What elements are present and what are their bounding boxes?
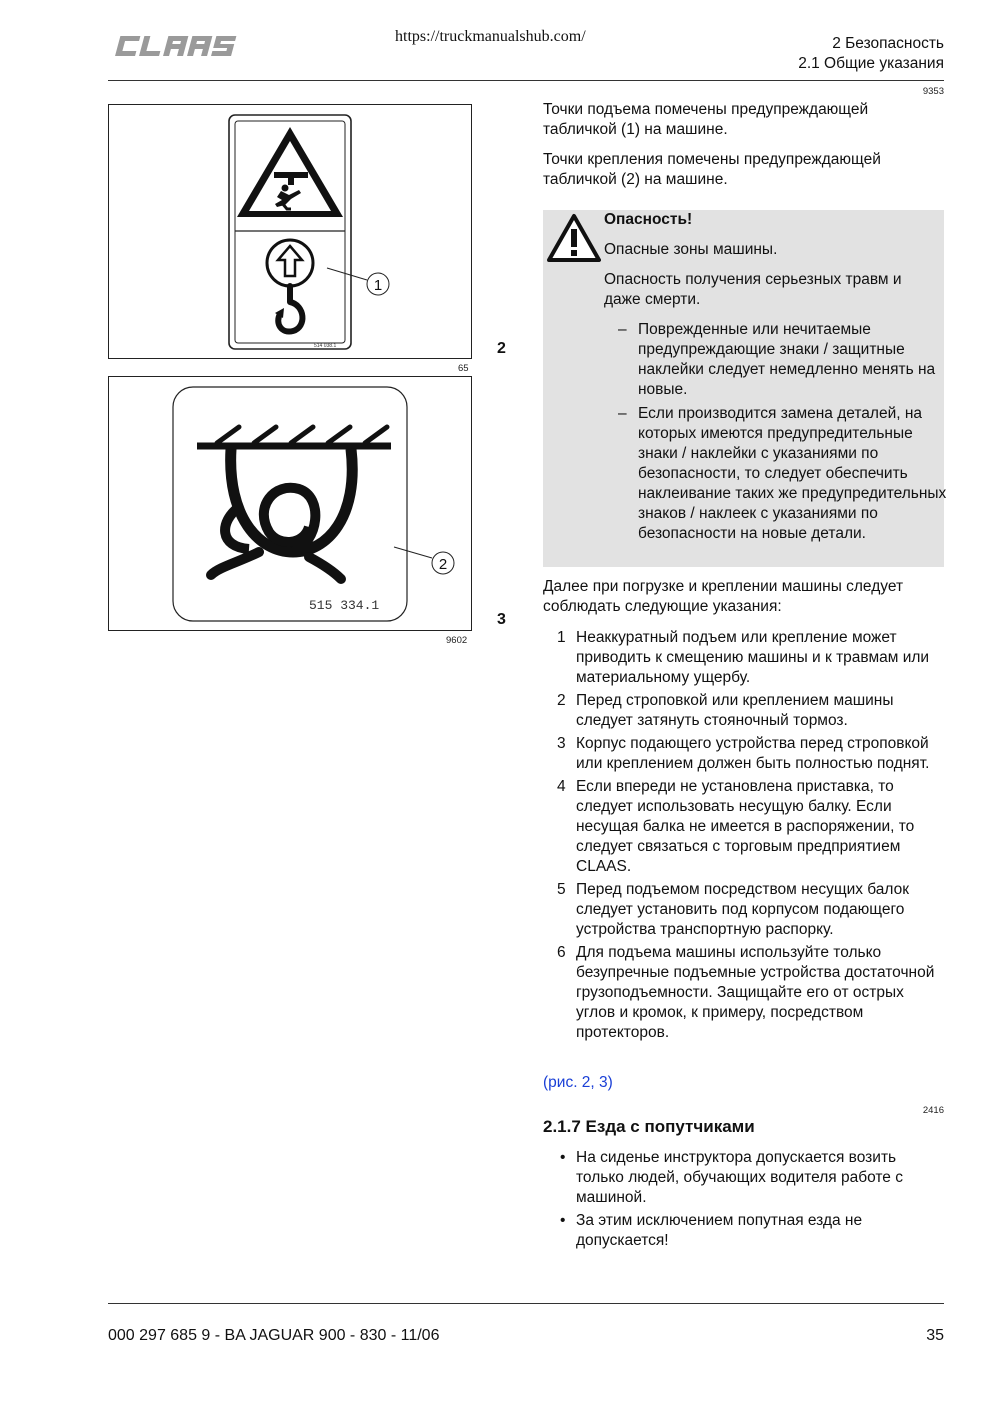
section-label: 2 Безопасность [832, 35, 944, 52]
danger-line-2: Опасность получения серьезных травм и даже смерти. [604, 271, 902, 308]
figure-reference-link[interactable]: (рис. 2, 3) [543, 1074, 613, 1091]
figure-3-frame [108, 376, 472, 631]
list-item: 1 Неаккуратный подъем или крепление может приводить к смещению машины и к травмам или материальному ущербу. [557, 629, 930, 686]
figure-3-code: 9602 [446, 635, 468, 646]
list-item: 4 Если впереди не установлена приставка, то следует использовать несущую балку. Если несущая балка не имеется в распоряжении, то следует связаться с торговым предприятием CLAAS. [557, 778, 915, 875]
sticker-code-2: 515 334.1 [309, 598, 380, 613]
list-item: 5 Перед подъемом посредством несущих балок следует установить под корпусом подающего устройства транспортную распорку. [557, 881, 910, 938]
paragraph-instructions-intro: Далее при погрузке и креплении машины следует соблюдать следующие указания: [543, 578, 904, 615]
numbered-list [555, 628, 945, 1046]
subsection-label: 2.1 Общие указания [798, 55, 944, 72]
ref-code-2: 2416 [922, 1105, 944, 1116]
paragraph-lifting-points: Точки подъема помечены предупреждающей табличкой (1) на машине. [543, 101, 869, 138]
intro-text [543, 100, 945, 200]
page-number: 35 [926, 1327, 944, 1344]
list-item: 2 Перед строповкой или креплением машины следует затянуть стояночный тормоз. [557, 692, 894, 729]
ref-code: 9353 [922, 86, 944, 97]
list-item: • За этим исключением попутная езда не допускается! [560, 1212, 863, 1249]
claas-logo [108, 30, 238, 62]
figure-2-frame [108, 104, 472, 359]
danger-line-1: Опасные зоны машины. [604, 241, 778, 258]
list-item: – Поврежденные или нечитаемые предупреждающие знаки / защитные наклейки следует немедленно менять на новые. [618, 321, 936, 398]
footer-rule [108, 1303, 944, 1304]
running-header [798, 34, 944, 74]
document-id: 000 297 685 9 - BA JAGUAR 900 - 830 - 11/06 [108, 1327, 440, 1344]
paragraph-tie-points: Точки крепления помечены предупреждающей табличкой (2) на машине. [543, 151, 881, 188]
section-title: 2.1.7 Езда с попутчиками [543, 1117, 755, 1136]
warning-triangle-icon [547, 213, 601, 263]
source-url[interactable]: https://truckmanualshub.com/ [395, 28, 586, 45]
list-item: 3 Корпус подающего устройства перед строповкой или креплением должен быть полностью поднят. [557, 735, 930, 772]
list-item: • На сиденье инструктора допускается возить только людей, обучающих водителя работе с машиной. [560, 1149, 903, 1206]
callout-2: 2 [438, 556, 448, 573]
figure-3-number: 3 [497, 611, 506, 628]
callout-1: 1 [373, 277, 383, 294]
list-item: 6 Для подъема машины используйте только безупречные подъемные устройства достаточной грузоподъемности. Защищайте его от острых углов и кромок, к примеру, посредством протекторов. [557, 944, 935, 1041]
tie-down-point-sticker [109, 377, 471, 630]
figure-2-number: 2 [497, 340, 506, 357]
bullet-list [558, 1148, 938, 1254]
danger-title: Опасность! [604, 211, 693, 228]
danger-list [618, 320, 948, 548]
danger-box [543, 210, 947, 567]
sticker-code-1: 514 038.1 [314, 343, 337, 349]
header-rule [108, 80, 944, 81]
lifting-point-sticker [109, 105, 471, 358]
list-item: – Если производится замена деталей, на которых имеются предупредительные знаки / наклейки с указаниями по безопасности, то следует обеспечить наклеивание таких же предупредительных знаков / наклеек с указаниями по безопасности на новые детали. [618, 405, 947, 542]
figure-2-code: 65 [458, 363, 469, 374]
